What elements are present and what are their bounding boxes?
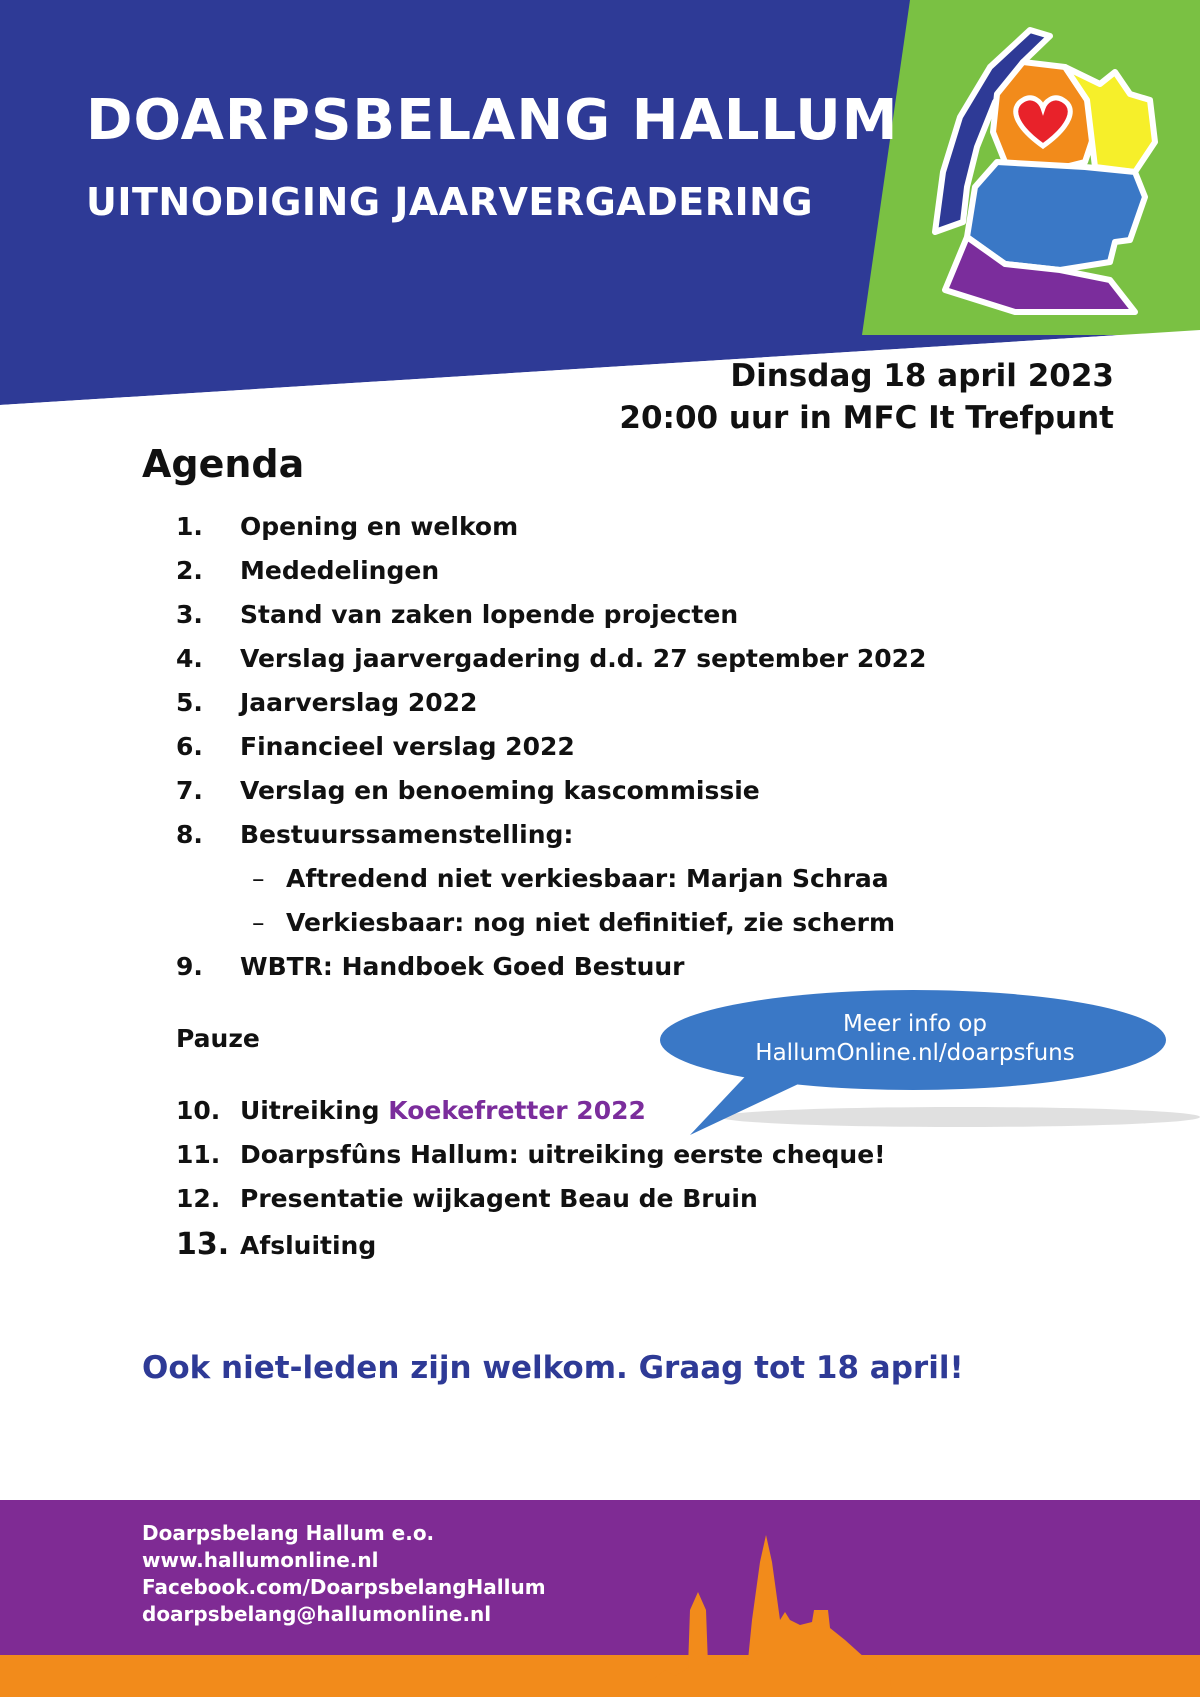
village-map-logo xyxy=(905,22,1165,327)
page-title: DOARPSBELANG HALLUM xyxy=(86,88,899,153)
info-bubble-text: Meer info op HallumOnline.nl/doarpsfuns xyxy=(755,1011,1075,1066)
agenda-subitem: – Aftredend niet verkiesbaar: Marjan Schraa xyxy=(252,864,889,893)
agenda-item: 5. Jaarverslag 2022 xyxy=(176,688,478,717)
meeting-date: Dinsdag 18 april 2023 xyxy=(730,358,1114,394)
agenda-subitem: – Verkiesbaar: nog niet definitief, zie scherm xyxy=(252,908,896,937)
agenda-item: 6. Financieel verslag 2022 xyxy=(176,732,575,761)
footer xyxy=(0,1500,1200,1697)
agenda-item: 7. Verslag en benoeming kascommissie xyxy=(176,776,760,805)
agenda-item: 4. Verslag jaarvergadering d.d. 27 september 2022 xyxy=(176,644,927,673)
footer-org: Doarpsbelang Hallum e.o. xyxy=(142,1521,435,1545)
agenda-item: 12. Presentatie wijkagent Beau de Bruin xyxy=(176,1184,758,1213)
contact-info xyxy=(142,1520,546,1628)
agenda-item: 3. Stand van zaken lopende projecten xyxy=(176,600,739,629)
page-subtitle: UITNODIGING JAARVERGADERING xyxy=(86,180,814,224)
footer-facebook-link[interactable]: Facebook.com/DoarpsbelangHallum xyxy=(142,1575,546,1599)
highlight-text: Koekefretter 2022 xyxy=(388,1096,646,1125)
agenda-item: 13. Afsluiting xyxy=(176,1227,377,1262)
agenda-item: 2. Mededelingen xyxy=(176,556,440,585)
agenda-item: 10. Uitreiking Koekefretter 2022 xyxy=(176,1096,646,1125)
agenda-item: 11. Doarpsfûns Hallum: uitreiking eerste cheque! xyxy=(176,1140,886,1169)
footer-email-link[interactable]: doarpsbelang@hallumonline.nl xyxy=(142,1602,492,1626)
pause-label: Pauze xyxy=(176,1024,260,1053)
agenda-item: 9. WBTR: Handboek Goed Bestuur xyxy=(176,952,685,981)
agenda-item: 8. Bestuurssamenstelling: xyxy=(176,820,574,849)
welcome-message: Ook niet-leden zijn welkom. Graag tot 18 april! xyxy=(142,1350,964,1386)
footer-website-link[interactable]: www.hallumonline.nl xyxy=(142,1548,379,1572)
agenda-item: 1. Opening en welkom xyxy=(176,512,519,541)
meeting-time-location: 20:00 uur in MFC It Trefpunt xyxy=(619,400,1114,436)
agenda-heading: Agenda xyxy=(142,442,305,486)
